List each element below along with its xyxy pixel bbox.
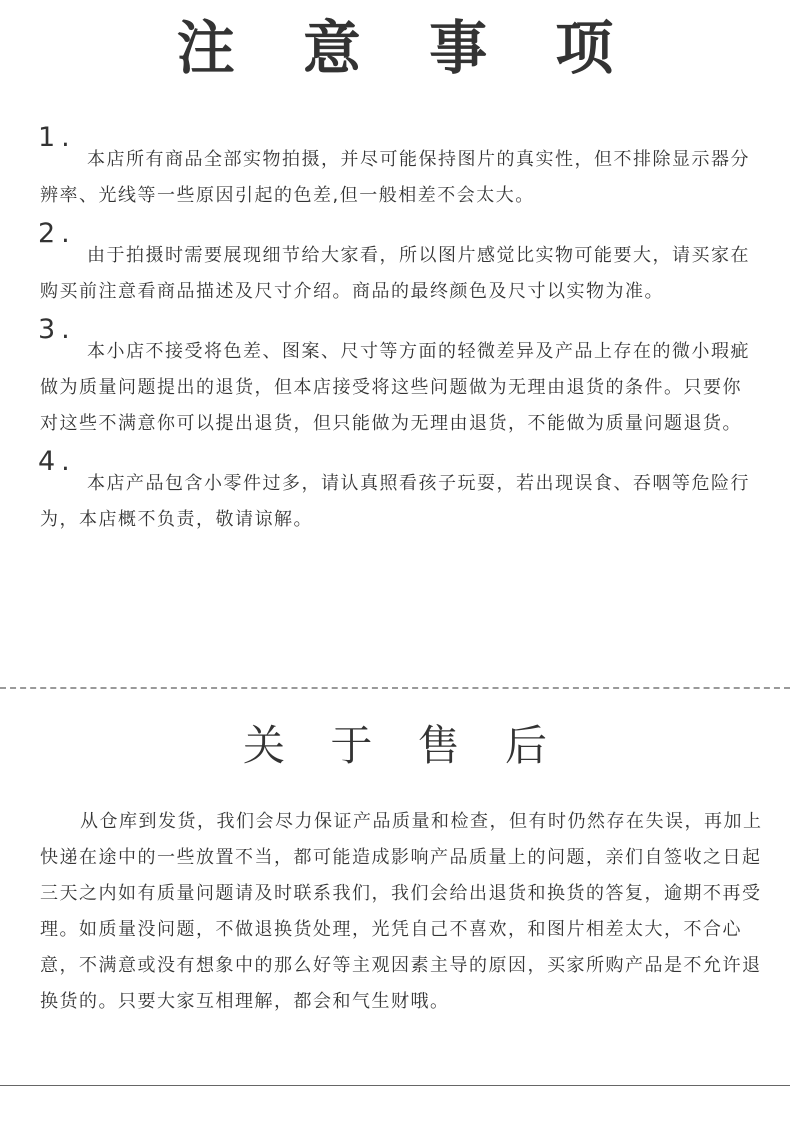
notice-item-number: 2. xyxy=(38,218,76,249)
notice-item-4 xyxy=(40,442,760,554)
after-sales-title: 关 于 售 后 xyxy=(242,721,564,770)
notice-item-text: 本小店不接受将色差、图案、尺寸等方面的轻微差异及产品上存在的微小瑕疵做为质量问题提出的退货，但本店接受将这些问题做为无理由退货的条件。只要你对这些不满意你可以提出退货，但只能做为无理由退货，不能做为质量问题退货。 xyxy=(40,341,750,434)
notice-item-text: 由于拍摄时需要展现细节给大家看，所以图片感觉比实物可能要大，请买家在购买前注意看商品描述及尺寸介绍。商品的最终颜色及尺寸以实物为准。 xyxy=(40,245,750,302)
notice-item-number: 4. xyxy=(38,446,76,477)
notice-item-text: 本店所有商品全部实物拍摄，并尽可能保持图片的真实性，但不排除显示器分辨率、光线等一些原因引起的色差,但一般相差不会太大。 xyxy=(40,149,750,206)
after-sales-text: 从仓库到发货，我们会尽力保证产品质量和检查，但有时仍然存在失误，再加上快递在途中的一些放置不当，都可能造成影响产品质量上的问题，亲们自签收之日起三天之内如有质量问题请及时联系我们，我们会给出退货和换货的答复，逾期不再受理。如质量没问题，不做退换货处理，光凭自己不喜欢，和图片相差太大，不合心意，不满意或没有想象中的那么好等主观因素主导的原因，买家所购产品是不允许退换货的。只要大家互相理解，都会和气生财哦。 xyxy=(40,811,763,1012)
notice-item-text: 本店产品包含小零件过多，请认真照看孩子玩耍，若出现误食、吞咽等危险行为，本店概不负责，敬请谅解。 xyxy=(40,473,750,530)
notice-item-number: 3. xyxy=(38,314,76,345)
bottom-divider xyxy=(0,1085,790,1086)
notice-title: 注 意 事 项 xyxy=(176,14,638,82)
notice-list xyxy=(40,118,760,554)
notice-item-1 xyxy=(40,118,760,230)
notice-item-3 xyxy=(40,310,760,458)
notice-item-2 xyxy=(40,214,760,326)
dashed-divider xyxy=(0,687,790,689)
notice-item-number: 1. xyxy=(38,122,76,153)
